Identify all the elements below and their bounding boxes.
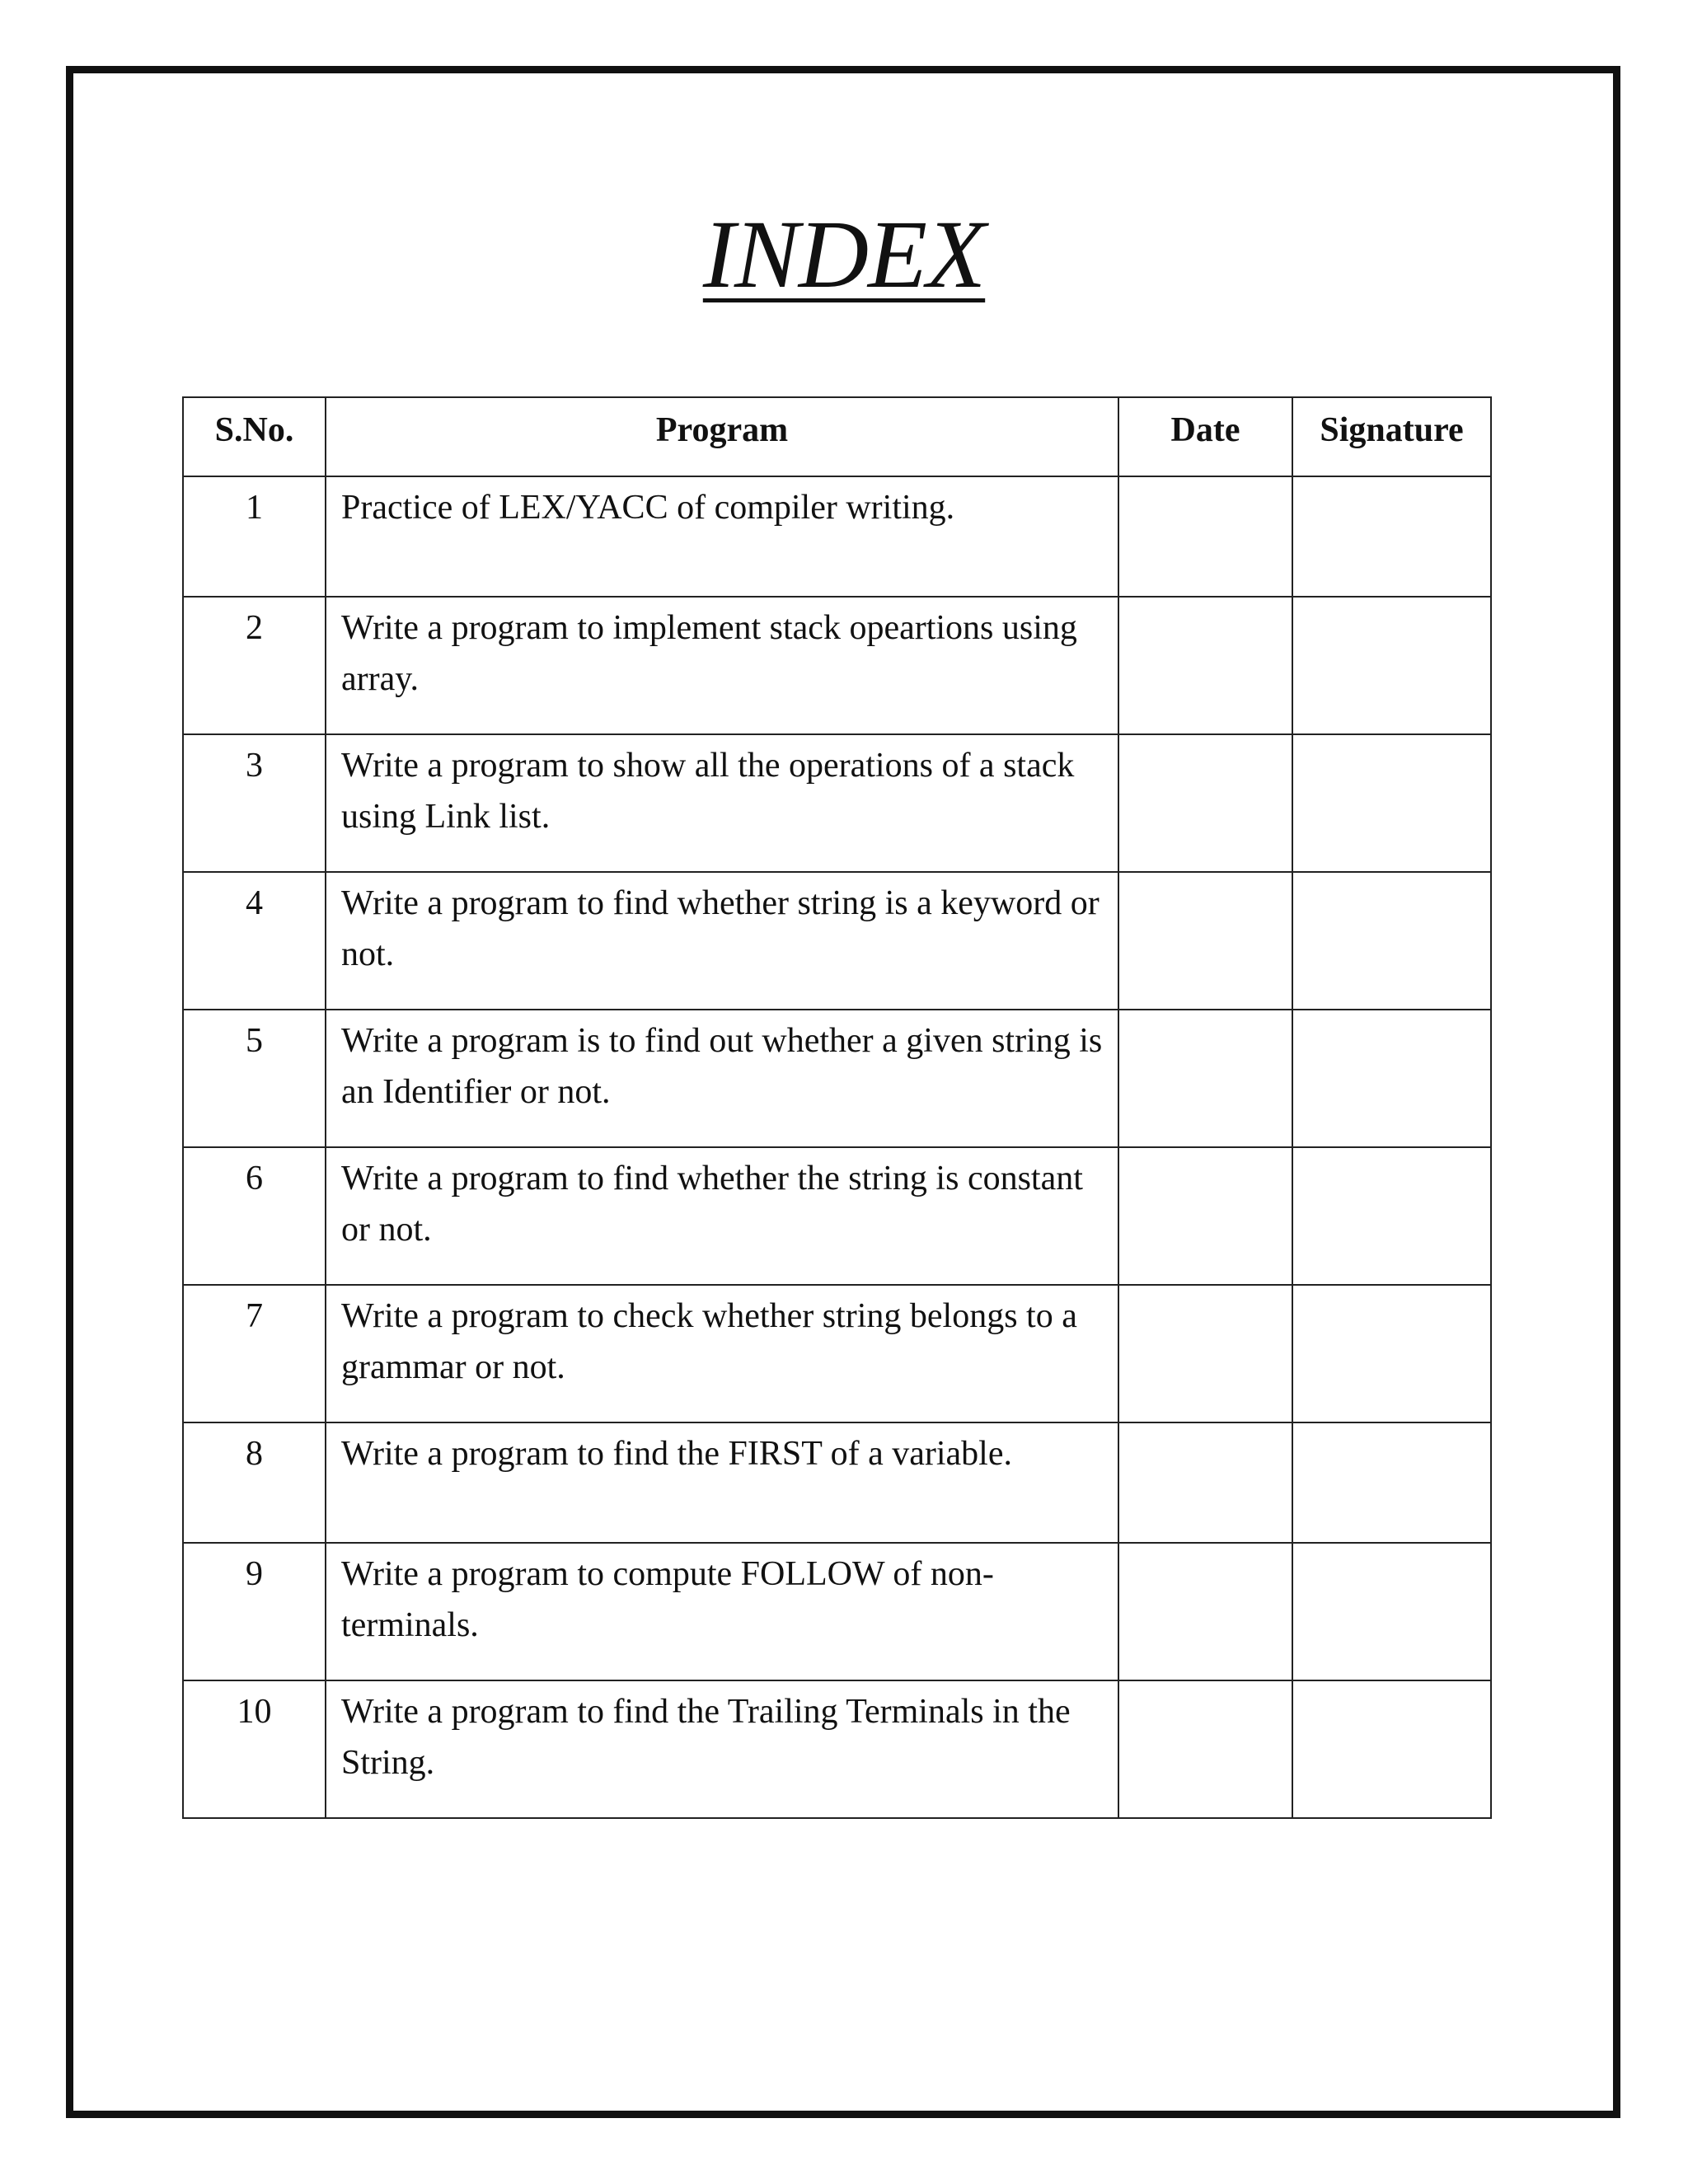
date-cell xyxy=(1118,1147,1292,1285)
table-row xyxy=(183,872,1491,1010)
signature-cell xyxy=(1292,1010,1491,1147)
sno-cell: 5 xyxy=(183,1010,326,1147)
signature-cell xyxy=(1292,1543,1491,1680)
signature-cell xyxy=(1292,597,1491,734)
sno-cell: 4 xyxy=(183,872,326,1010)
sno-cell: 1 xyxy=(183,476,326,597)
date-cell xyxy=(1118,597,1292,734)
program-cell: Write a program is to find out whether a given string is an Identifier or not. xyxy=(326,1010,1118,1147)
program-cell: Write a program to find whether the string is constant or not. xyxy=(326,1147,1118,1285)
table-row xyxy=(183,476,1491,597)
sno-cell: 7 xyxy=(183,1285,326,1422)
date-cell xyxy=(1118,1680,1292,1818)
date-cell xyxy=(1118,476,1292,597)
table-row xyxy=(183,1010,1491,1147)
program-cell: Write a program to compute FOLLOW of non-terminals. xyxy=(326,1543,1118,1680)
table-row xyxy=(183,597,1491,734)
program-cell: Write a program to show all the operations of a stack using Link list. xyxy=(326,734,1118,872)
date-cell xyxy=(1118,1010,1292,1147)
table-row xyxy=(183,1285,1491,1422)
table-row xyxy=(183,734,1491,872)
program-cell: Practice of LEX/YACC of compiler writing. xyxy=(326,476,1118,597)
sno-cell: 2 xyxy=(183,597,326,734)
sno-cell: 6 xyxy=(183,1147,326,1285)
table-row xyxy=(183,1543,1491,1680)
signature-cell xyxy=(1292,734,1491,872)
date-cell xyxy=(1118,734,1292,872)
table-row xyxy=(183,1680,1491,1818)
sno-cell: 10 xyxy=(183,1680,326,1818)
program-cell: Write a program to find the Trailing Terminals in the String. xyxy=(326,1680,1118,1818)
header-sno: S.No. xyxy=(183,397,326,476)
header-program: Program xyxy=(326,397,1118,476)
signature-cell xyxy=(1292,1285,1491,1422)
table-row xyxy=(183,1147,1491,1285)
sno-cell: 3 xyxy=(183,734,326,872)
signature-cell xyxy=(1292,1147,1491,1285)
program-cell: Write a program to implement stack opeartions using array. xyxy=(326,597,1118,734)
table-header-row xyxy=(183,397,1491,476)
header-date: Date xyxy=(1118,397,1292,476)
date-cell xyxy=(1118,1285,1292,1422)
signature-cell xyxy=(1292,1422,1491,1543)
program-cell: Write a program to find whether string is a keyword or not. xyxy=(326,872,1118,1010)
sno-cell: 9 xyxy=(183,1543,326,1680)
signature-cell xyxy=(1292,476,1491,597)
date-cell xyxy=(1118,1543,1292,1680)
header-signature: Signature xyxy=(1292,397,1491,476)
table-row xyxy=(183,1422,1491,1543)
index-table xyxy=(182,396,1492,1819)
signature-cell xyxy=(1292,1680,1491,1818)
date-cell xyxy=(1118,1422,1292,1543)
program-cell: Write a program to check whether string belongs to a grammar or not. xyxy=(326,1285,1118,1422)
signature-cell xyxy=(1292,872,1491,1010)
sno-cell: 8 xyxy=(183,1422,326,1543)
page-title-text: INDEX xyxy=(702,200,986,308)
page-title xyxy=(0,201,1688,308)
date-cell xyxy=(1118,872,1292,1010)
program-cell: Write a program to find the FIRST of a variable. xyxy=(326,1422,1118,1543)
